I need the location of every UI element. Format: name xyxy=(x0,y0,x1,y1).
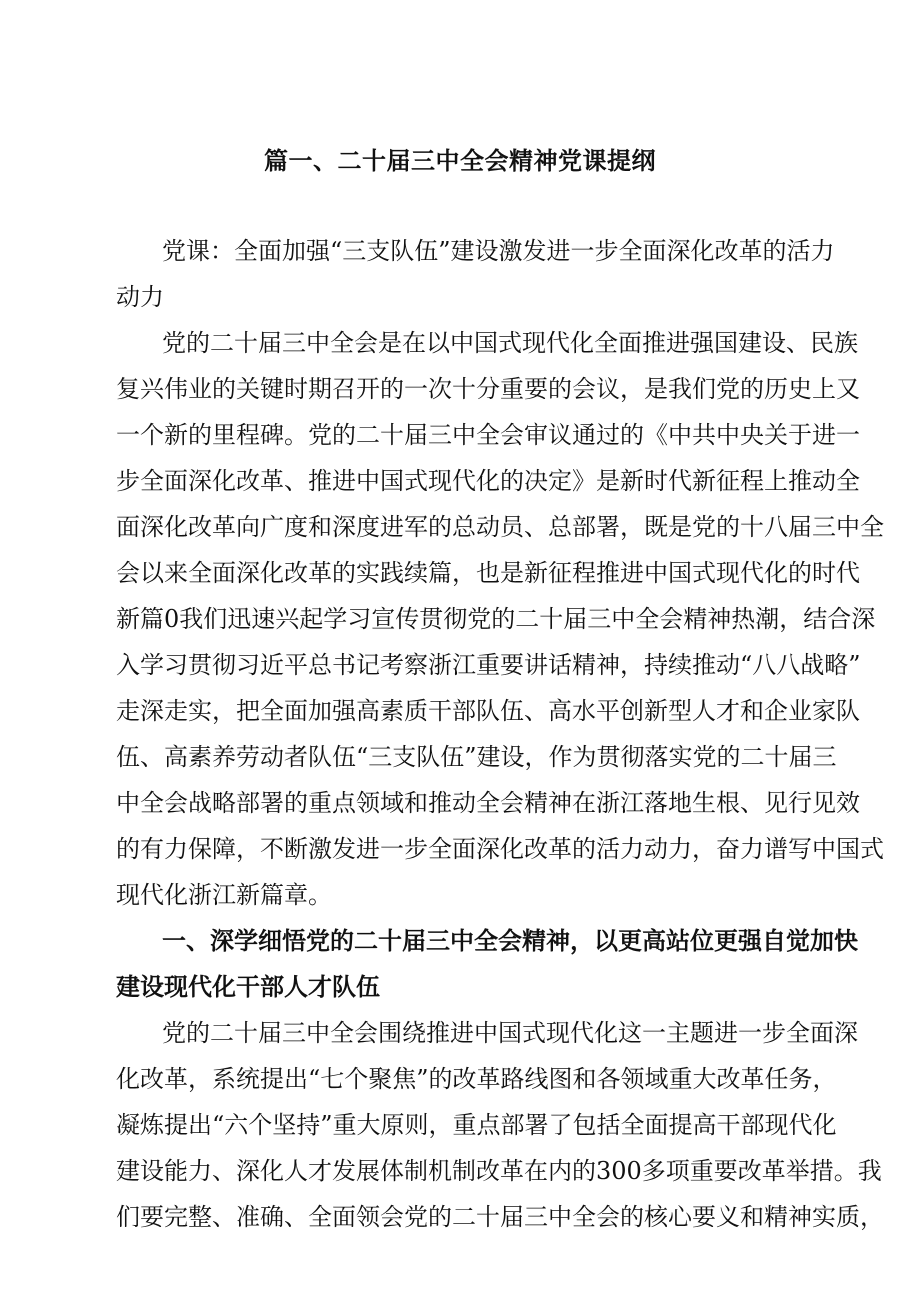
paragraph-line: 伍、高素养劳动者队伍“三支队伍”建设，作为贯彻落实党的二十届三 xyxy=(116,743,837,771)
paragraph-line: 复兴伟业的关键时期召开的一次十分重要的会议，是我们党的历史上又 xyxy=(116,375,860,403)
paragraph-line: 建设能力、深化人才发展体制机制改革在内的300多项重要改革举措。我 xyxy=(116,1157,882,1185)
paragraph-line: 走深走实，把全面加强高素质干部队伍、高水平创新型人才和企业家队 xyxy=(116,697,860,725)
paragraph-line: 新篇0我们迅速兴起学习宣传贯彻党的二十届三中全会精神热潮，结合深 xyxy=(116,605,876,633)
paragraph-line: 面深化改革向广度和深度进军的总动员、总部署，既是党的十八届三中全 xyxy=(116,513,884,541)
paragraph-line: 化改革，系统提出“七个聚焦”的改革路线图和各领域重大改革任务， xyxy=(116,1065,837,1093)
paragraph-line: 们要完整、准确、全面领会党的二十届三中全会的核心要义和精神实质， xyxy=(116,1203,884,1231)
section-heading-line-1: 一、深学细悟党的二十届三中全会精神，以更高站位更强自觉加快 xyxy=(162,926,858,955)
paragraph-line: 党的二十届三中全会是在以中国式现代化全面推进强国建设、民族 xyxy=(162,329,858,357)
paragraph-line: 中全会战略部署的重点领域和推动全会精神在浙江落地生根、见行见效 xyxy=(116,789,860,817)
paragraph-line: 党的二十届三中全会围绕推进中国式现代化这一主题进一步全面深 xyxy=(162,1019,858,1047)
paragraph-line: 凝炼提出“六个坚持”重大原则，重点部署了包括全面提高干部现代化 xyxy=(116,1111,837,1139)
paragraph-line: 入学习贯彻习近平总书记考察浙江重要讲话精神，持续推动“八八战略” xyxy=(116,651,861,679)
course-subtitle-line-2: 动力 xyxy=(116,283,164,311)
paragraph-line: 会以来全面深化改革的实践续篇，也是新征程推进中国式现代化的时代 xyxy=(116,559,860,587)
section-heading-line-2: 建设现代化干部人才队伍 xyxy=(116,972,380,1001)
paragraph-line: 一个新的里程碑。党的二十届三中全会审议通过的《中共中央关于进一 xyxy=(116,421,860,449)
paragraph-line: 步全面深化改革、推进中国式现代化的决定》是新时代新征程上推动全 xyxy=(116,467,860,495)
paragraph-line: 的有力保障，不断激发进一步全面深化改革的活力动力，奋力谱写中国式 xyxy=(116,835,884,863)
paragraph-line: 现代化浙江新篇章。 xyxy=(116,881,332,909)
course-subtitle-line-1: 党课：全面加强“三支队伍”建设激发进一步全面深化改革的活力 xyxy=(162,237,835,265)
document-title: 篇一、二十届三中全会精神党课提纲 xyxy=(264,146,656,175)
